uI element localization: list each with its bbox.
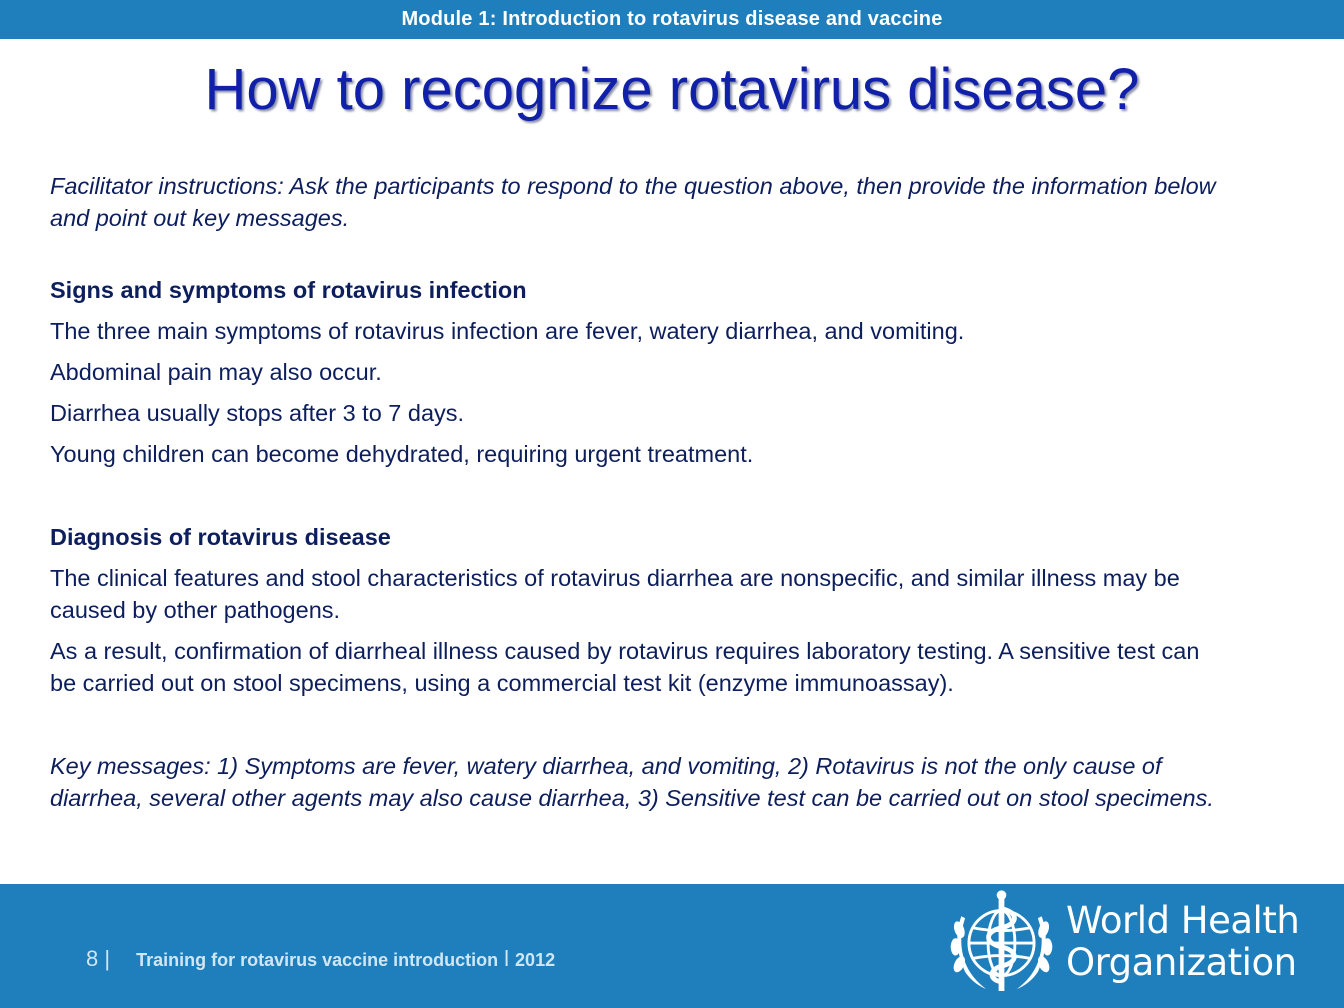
slide-body [50,170,1220,814]
course-title: Training for rotavirus vaccine introduction [136,950,499,970]
who-name-line2: Organization [1066,941,1297,984]
facilitator-instructions: Facilitator instructions: Ask the participants to respond to the question above, then provide the information below and point out key messages. [50,173,1216,231]
module-header-bar [0,0,1344,39]
signs-item: Abdominal pain may also occur. [50,359,382,385]
signs-heading: Signs and symptoms of rotavirus infection [50,277,527,303]
signs-item: Young children can become dehydrated, requiring urgent treatment. [50,441,754,467]
key-messages: Key messages: 1) Symptoms are fever, watery diarrhea, and vomiting, 2) Rotavirus is not the only cause of diarrhea, several other agents may also cause diarrhea, 3) Sensitive test can be carried out on stool specimens. [50,753,1214,811]
signs-item: Diarrhea usually stops after 3 to 7 days. [50,400,465,426]
diagnosis-heading: Diagnosis of rotavirus disease [50,524,391,550]
diagnosis-item: As a result, confirmation of diarrheal illness caused by rotavirus requires laboratory testing. A sensitive test can be carried out on stool specimens, using a commercial test kit (enzyme immunoassay). [50,638,1200,696]
who-name-line1: World Health [1066,899,1300,942]
footer-separator: l [504,946,510,971]
footer-year: 2012 [515,950,556,970]
diagnosis-item: The clinical features and stool characteristics of rotavirus diarrhea are nonspecific, and similar illness may be caused by other pathogens. [50,565,1180,623]
signs-item: The three main symptoms of rotavirus infection are fever, watery diarrhea, and vomiting. [50,318,965,344]
slide-title: How to recognize rotavirus disease? [204,57,1140,122]
page-number: 8 | [86,946,111,971]
who-wordmark [1066,900,1299,984]
footer-caption [86,946,555,972]
who-emblem-icon [944,887,1059,1003]
module-label: Module 1: Introduction to rotavirus disease and vaccine [401,8,943,30]
